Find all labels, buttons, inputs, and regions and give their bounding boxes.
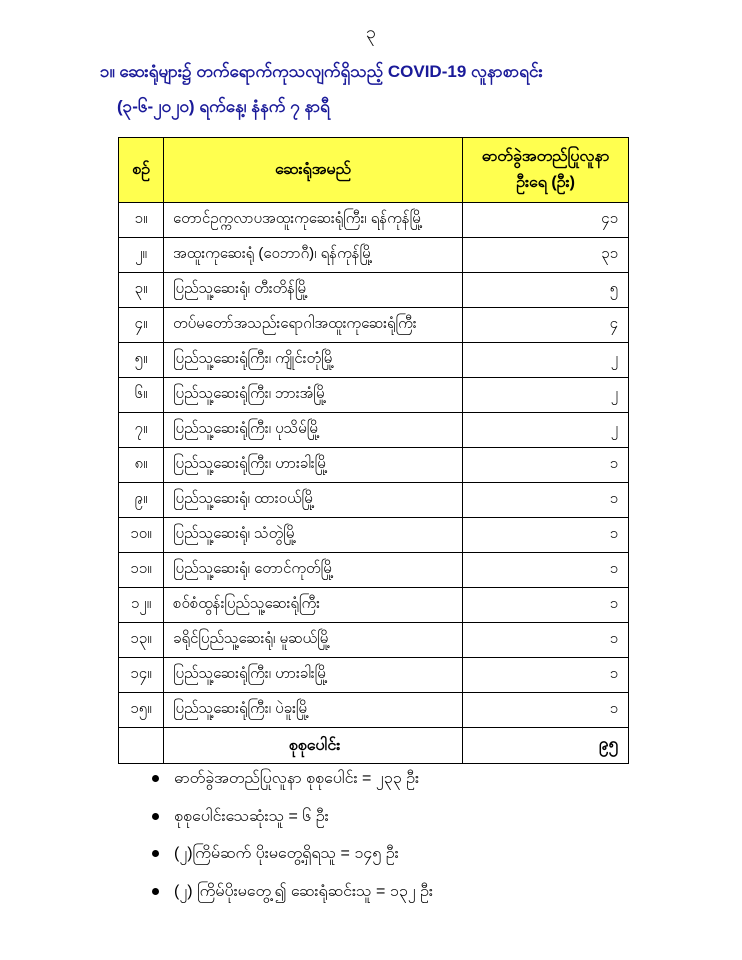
notes-list: [152, 768, 672, 918]
row-hospital-name: ပြည်သူ့ဆေးရုံကြီး၊ ကျိုင်းတုံမြို့: [164, 343, 463, 378]
header-hospital-name: ဆေးရုံအမည်: [164, 138, 463, 203]
row-patient-count: ၄၁: [463, 203, 629, 238]
row-patient-count: ၄: [463, 308, 629, 343]
header-confirmed-count-line1: ဓာတ်ခွဲအတည်ပြုလူနာ: [481, 148, 610, 166]
table-row: [119, 588, 629, 623]
row-hospital-name: ပြည်သူ့ဆေးရုံကြီး၊ ဟားခါးမြို့: [164, 448, 463, 483]
row-hospital-name: ပြည်သူ့ဆေးရုံ၊ တောင်ကုတ်မြို့: [164, 553, 463, 588]
row-serial-no: ၈။: [119, 448, 164, 483]
row-serial-no: ၄။: [119, 308, 164, 343]
row-hospital-name: အထူးကုဆေးရုံ (ဝေဘာဂီ)၊ ရန်ကုန်မြို့: [164, 238, 463, 273]
list-item: [152, 806, 672, 828]
row-patient-count: ၁: [463, 588, 629, 623]
table-header: [119, 138, 629, 203]
covid-patient-table: [118, 137, 629, 764]
table-row: [119, 553, 629, 588]
header-serial-no: စဥ်: [119, 138, 164, 203]
table-row: [119, 448, 629, 483]
list-item: [152, 768, 672, 790]
row-serial-no: ၂။: [119, 238, 164, 273]
note-text: စုစုပေါင်းသေဆုံးသူ = ၆ ဦး: [174, 807, 329, 825]
total-empty-cell: [119, 728, 164, 764]
row-patient-count: ၁: [463, 623, 629, 658]
list-item: [152, 881, 672, 903]
row-patient-count: ၅: [463, 273, 629, 308]
note-text: (၂) ကြိမ်ပိုးမတွေ့၍ ဆေးရုံဆင်းသူ = ၁၃၂ ဦး: [174, 882, 433, 900]
row-patient-count: ၁: [463, 553, 629, 588]
row-hospital-name: တောင်ဥက္ကလာပအထူးကုဆေးရုံကြီး၊ ရန်ကုန်မြို့: [164, 203, 463, 238]
table-footer: [119, 728, 629, 764]
table-row: [119, 658, 629, 693]
section-heading: [100, 63, 680, 115]
bullet-icon: [152, 888, 159, 895]
table-row: [119, 483, 629, 518]
page-number: ၃: [365, 22, 377, 42]
row-hospital-name: ပြည်သူ့ဆေးရုံ၊ သံတွဲမြို့: [164, 518, 463, 553]
section-title: ၁။ ဆေးရုံများ၌ တက်ရောက်ကုသလျက်ရှိသည့် COVID-19 လူနာစာရင်း: [100, 62, 543, 81]
table-row: [119, 693, 629, 728]
row-serial-no: ၁၃။: [119, 623, 164, 658]
table-row: [119, 343, 629, 378]
row-serial-no: ၁၅။: [119, 693, 164, 728]
table-row: [119, 308, 629, 343]
row-patient-count: ၁: [463, 518, 629, 553]
row-hospital-name: ပြည်သူ့ဆေးရုံကြီး၊ ဘားအံမြို့: [164, 378, 463, 413]
row-hospital-name: ပြည်သူ့ဆေးရုံကြီး၊ ပဲခူးမြို့: [164, 693, 463, 728]
section-date: (၃-၆-၂၀၂၀) ရက်နေ့၊ နံနက် ၇ နာရီ: [117, 97, 330, 116]
bullet-icon: [152, 775, 159, 782]
header-confirmed-count: [463, 138, 629, 203]
row-patient-count: ၁: [463, 658, 629, 693]
row-serial-no: ၁။: [119, 203, 164, 238]
row-patient-count: ၁: [463, 483, 629, 518]
row-serial-no: ၁၂။: [119, 588, 164, 623]
header-confirmed-count-line2: ဦးရေ (ဦး): [516, 174, 575, 191]
row-serial-no: ၉။: [119, 483, 164, 518]
row-patient-count: ၂: [463, 413, 629, 448]
row-hospital-name: စဝ်စံထွန်းပြည်သူ့ဆေးရုံကြီး: [164, 588, 463, 623]
row-serial-no: ၁၁။: [119, 553, 164, 588]
row-serial-no: ၇။: [119, 413, 164, 448]
total-value: ၉၅: [463, 728, 629, 764]
row-serial-no: ၁၀။: [119, 518, 164, 553]
row-patient-count: ၁: [463, 448, 629, 483]
bullet-icon: [152, 850, 159, 857]
row-serial-no: ၁၄။: [119, 658, 164, 693]
row-patient-count: ၁: [463, 693, 629, 728]
row-hospital-name: ပြည်သူ့ဆေးရုံကြီး၊ ဟားခါးမြို့: [164, 658, 463, 693]
table-row: [119, 273, 629, 308]
table-row: [119, 413, 629, 448]
table-row: [119, 238, 629, 273]
row-patient-count: ၃၁: [463, 238, 629, 273]
row-serial-no: ၆။: [119, 378, 164, 413]
row-hospital-name: ခရိုင်ပြည်သူ့ဆေးရုံ၊ မူဆယ်မြို့: [164, 623, 463, 658]
row-patient-count: ၂: [463, 378, 629, 413]
table-row: [119, 623, 629, 658]
row-hospital-name: ပြည်သူ့ဆေးရုံကြီး၊ ပုသိမ်မြို့: [164, 413, 463, 448]
note-text: (၂)ကြိမ်ဆက် ပိုးမတွေ့ရှိရသူ = ၁၄၅ ဦး: [174, 845, 399, 863]
list-item: [152, 843, 672, 865]
total-row: [119, 728, 629, 764]
table-row: [119, 203, 629, 238]
row-serial-no: ၅။: [119, 343, 164, 378]
row-serial-no: ၃။: [119, 273, 164, 308]
table-row: [119, 518, 629, 553]
hospital-table-body: [119, 203, 629, 728]
row-hospital-name: ပြည်သူ့ဆေးရုံ၊ ထားဝယ်မြို့: [164, 483, 463, 518]
row-hospital-name: တပ်မတော်အသည်းရောဂါအထူးကုဆေးရုံကြီး: [164, 308, 463, 343]
row-hospital-name: ပြည်သူ့ဆေးရုံ၊ တီးတိန်မြို့: [164, 273, 463, 308]
note-text: ဓာတ်ခွဲအတည်ပြုလူနာ စုစုပေါင်း = ၂၃၃ ဦး: [174, 770, 419, 787]
bullet-icon: [152, 813, 159, 820]
table-row: [119, 378, 629, 413]
row-patient-count: ၂: [463, 343, 629, 378]
total-label: စုစုပေါင်း: [164, 728, 463, 764]
